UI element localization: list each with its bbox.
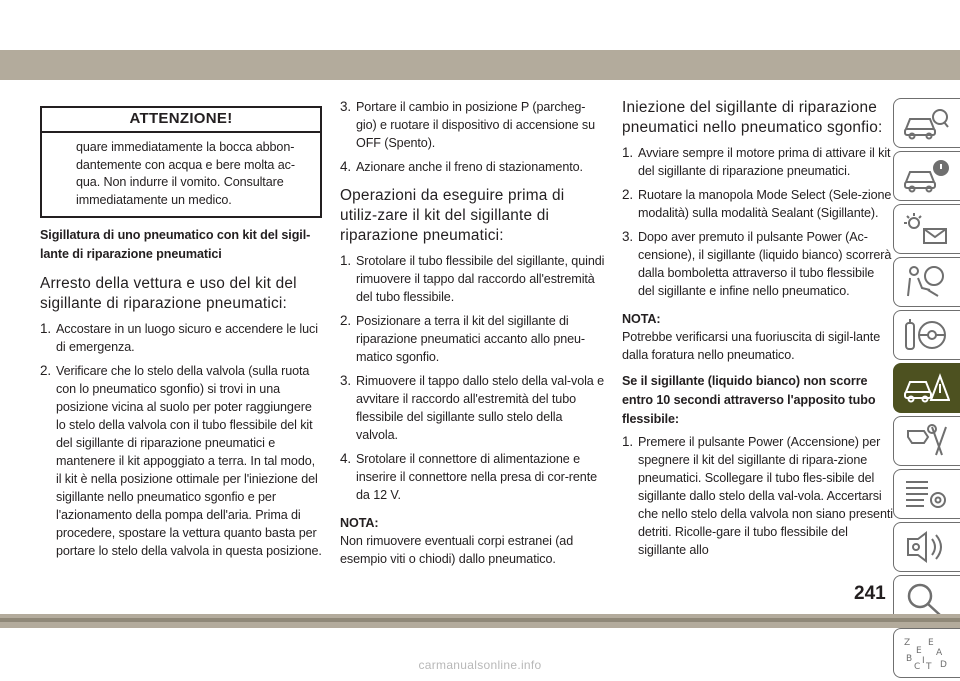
step-number: 2.: [40, 363, 52, 378]
roadside-emergency-icon: [902, 370, 950, 406]
list-item: [340, 252, 605, 306]
list-item: [340, 158, 605, 176]
list-item: [622, 228, 893, 300]
step-text: Verificare che lo stelo della valvola (sulla ruota con lo pneumatico sgonfio) si trovi in una posizione vicina al suolo per poter raggiungere lo stelo della valvola con il tubo flessibile del kit del sigillante di riparazione pneumatici e mantenere il kit appoggiato a terra. In tal modo, il kit è nella posizione ottimale per l'iniezione del sigillante nello pneumatico sgonfio e per l'azionamento della pompa dell'aria. Prima di procedere, spostare la vettura quanto basta per portare lo stelo della valvola in questa posizione.: [56, 364, 322, 558]
warning-text: quare immediatamente la bocca abbon-dantemente con acqua e bere molta ac-qua. Non indurre il vomito. Consultare immediatamente un medico.: [76, 140, 295, 207]
list-item: [340, 312, 605, 366]
step-text: Dopo aver premuto il pulsante Power (Ac-censione), il sigillante (liquido bianco) scorrerà dalla bomboletta attraverso il tubo flessibile del sigillante e infine nello pneumatico.: [638, 230, 892, 298]
search-index-icon: [902, 582, 950, 618]
step-text: Srotolare il connettore di alimentazione e inserire il connettore nella presa di cor-rente da 12 V.: [356, 452, 598, 502]
list-item: [340, 450, 605, 504]
step-text: Premere il pulsante Power (Accensione) per spegnere il kit del sigillante di ripara-zione pneumatici. Scollegare il tubo fles-sibile del sigillante dallo stelo della val-vola. Accertarsi che nello stelo della valvola non siano presenti detriti. Ricolle-gare il tubo flessibile del sigillante allo: [638, 435, 893, 557]
steering-wheel-icon: [902, 317, 950, 353]
step-text: Ruotare la manopola Mode Select (Sele-zione modalità) sulla modalità Sealant (Sigillante).: [638, 188, 892, 220]
list-item: [40, 362, 322, 560]
svg-text:C: C: [914, 662, 921, 671]
step-text: Posizionare a terra il kit del sigillante di riparazione pneumatici accanto allo pneu-matico sgonfio.: [356, 314, 586, 364]
specifications-icon: [902, 476, 950, 512]
list-item: [40, 320, 322, 356]
column-right: [622, 98, 893, 565]
dashboard-lights-icon: [902, 211, 950, 247]
step-number: 1.: [340, 253, 352, 268]
tab-chapter-3[interactable]: [893, 204, 960, 254]
svg-text:Z: Z: [904, 638, 911, 648]
svg-text:D: D: [940, 660, 947, 670]
multimedia-icon: [902, 529, 950, 565]
list-item: [622, 186, 893, 222]
tab-chapter-4[interactable]: [893, 257, 960, 307]
watermark: carmanualsonline.info: [418, 658, 542, 672]
column-left: [40, 98, 322, 566]
note-text: Potrebbe verificarsi una fuoriuscita di sigil-lante dalla foratura nello pneumatico.: [622, 330, 881, 362]
tab-chapter-1[interactable]: [893, 98, 960, 148]
svg-text:E: E: [916, 646, 922, 656]
svg-text:T: T: [926, 662, 932, 671]
step-number: 1.: [622, 145, 634, 160]
step-number: 1.: [622, 434, 634, 449]
heading-ops: Operazioni da eseguire prima di utiliz-zare il kit del sigillante di riparazione pneumatici:: [340, 187, 565, 244]
step-text: Srotolare il tubo flessibile del sigillante, quindi rimuovere il tappo dal raccordo all'estremità del tubo flessibile.: [356, 254, 605, 304]
section-title: Sigillatura di uno pneumatico con kit del sigil-lante di riparazione pneumatici: [40, 228, 311, 261]
tab-chapter-2[interactable]: [893, 151, 960, 201]
step-number: 1.: [40, 321, 52, 336]
tab-chapter-8[interactable]: [893, 469, 960, 519]
tab-chapter-7[interactable]: [893, 416, 960, 466]
heading-inject: Iniezione del sigillante di riparazione pneumatici nello pneumatico sgonfio:: [622, 99, 883, 136]
list-item: [622, 144, 893, 180]
step-text: Rimuovere il tappo dallo stelo della val-vola e avvitare il raccordo all'estremità del tubo flessibile del sigillante sullo stelo della valvola.: [356, 374, 605, 442]
svg-text:I: I: [922, 656, 925, 666]
step-number: 2.: [622, 187, 634, 202]
note-text: Non rimuovere eventuali corpi estranei (ad esempio viti o chiodi) dallo pneumatico.: [340, 534, 574, 566]
step-number: 3.: [622, 229, 634, 244]
bottom-band: [0, 614, 960, 628]
safety-airbag-icon: [902, 264, 950, 300]
svg-text:E: E: [928, 638, 934, 648]
column-middle: [340, 98, 605, 576]
note-label: NOTA:: [340, 516, 379, 530]
step-number: 2.: [340, 313, 352, 328]
page-number: 241: [854, 583, 886, 604]
step-text: Azionare anche il freno di stazionamento.: [356, 160, 583, 174]
car-info-icon: [902, 105, 950, 141]
step-text: Avviare sempre il motore prima di attivare il kit del sigillante di riparazione pneumatici.: [638, 146, 891, 178]
step-text: Portare il cambio in posizione P (parcheg-gio) e ruotare il dispositivo di accensione su OFF (Spento).: [356, 100, 596, 150]
heading-stop: Arresto della vettura e uso del kit del sigillante di riparazione pneumatici:: [40, 275, 297, 312]
step-number: 4.: [340, 451, 352, 466]
step-number: 3.: [340, 373, 352, 388]
warning-box: [40, 106, 322, 218]
tab-chapter-9[interactable]: [893, 522, 960, 572]
list-item: [340, 98, 605, 152]
svg-text:B: B: [906, 654, 913, 664]
car-warning-icon: [902, 158, 950, 194]
step-number: 3.: [340, 99, 352, 114]
subheading-noflow: Se il sigillante (liquido bianco) non scorre entro 10 secondi attraverso l'apposito tubo flessibile:: [622, 374, 876, 426]
step-number: 4.: [340, 159, 352, 174]
note-label: NOTA:: [622, 312, 661, 326]
svg-text:A: A: [936, 648, 943, 658]
tab-chapter-5[interactable]: [893, 310, 960, 360]
wrench-service-icon: [902, 423, 950, 459]
list-item: [622, 433, 893, 559]
tab-chapter-6[interactable]: [893, 363, 960, 413]
step-text: Accostare in un luogo sicuro e accendere le luci di emergenza.: [56, 322, 318, 354]
top-band: [0, 50, 960, 80]
warning-title: ATTENZIONE!: [42, 108, 320, 133]
chapter-tabs: [893, 98, 960, 681]
list-item: [340, 372, 605, 444]
